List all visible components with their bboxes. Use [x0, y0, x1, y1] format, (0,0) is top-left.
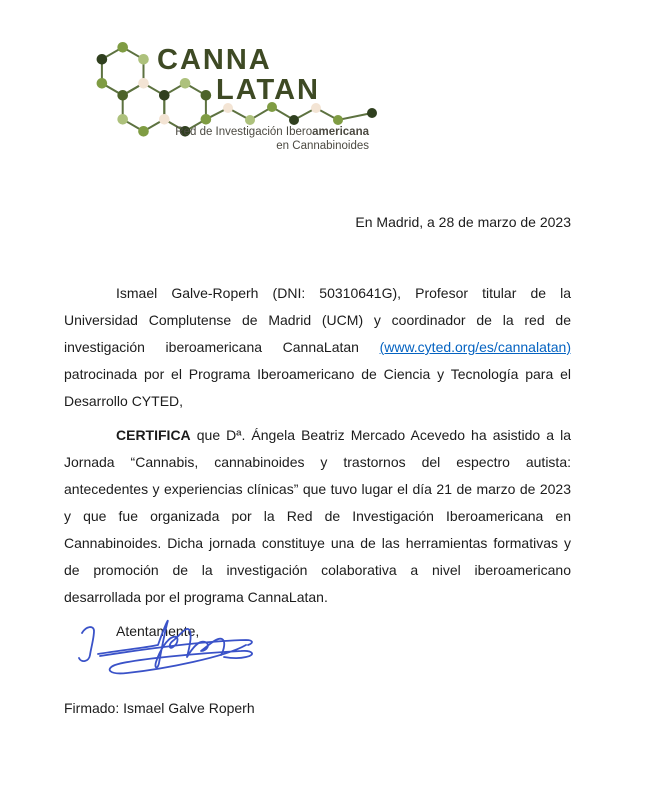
logo-tagline-line1-normal: Red de Investigación Ibero	[175, 126, 313, 138]
paragraph-introduction	[64, 280, 571, 415]
paragraph1-text-after-link: patrocinada por el Programa Iberoamericano de Ciencia y Tecnología para el Desarrollo CYTED,	[64, 366, 571, 409]
signed-by-line: Firmado: Ismael Galve Roperh	[64, 700, 255, 716]
paragraph2-text: que Dª. Ángela Beatriz Mercado Acevedo ha asistido a la Jornada “Cannabis, cannabinoides y trastornos del espectro autista: antecedentes y experiencias clínicas” que tuvo lugar el día 21 de marzo de 2023 y que fue organizada por la Red de Investigación Iberoamericana en Cannabinoides. Dicha jornada constituye una de las herramientas formativas y de promoción de la investigación colaborativa a nivel iberoamericano desarrollada por el programa CannaLatan.	[64, 427, 571, 605]
logo-tagline-line1-bold: americana	[312, 126, 369, 138]
date-line: En Madrid, a 28 de marzo de 2023	[355, 214, 571, 230]
signature-graphic	[60, 600, 270, 695]
document-body	[64, 280, 571, 652]
logo-tagline-line2: en Cannabinoides	[276, 140, 369, 152]
logo-tagline	[95, 125, 369, 153]
signature-strokes	[79, 621, 252, 674]
certifica-word: CERTIFICA	[116, 427, 191, 443]
cannalatan-logo	[95, 35, 385, 163]
logo-title-line1: CANNA	[157, 44, 272, 76]
paragraph1-text-before-link: Ismael Galve-Roperh (DNI: 50310641G), Profesor titular de la Universidad Complutense de Madrid (UCM) y coordinador de la red de investigación iberoamericana CannaLatan	[64, 285, 571, 355]
paragraph-certification	[64, 422, 571, 611]
closing-line: Atentamente,	[116, 623, 200, 639]
logo-title-line2: LATAN	[216, 74, 320, 106]
cannalatan-url-link[interactable]: (www.cyted.org/es/cannalatan)	[379, 339, 571, 355]
logo-tagline-line1	[95, 125, 369, 139]
